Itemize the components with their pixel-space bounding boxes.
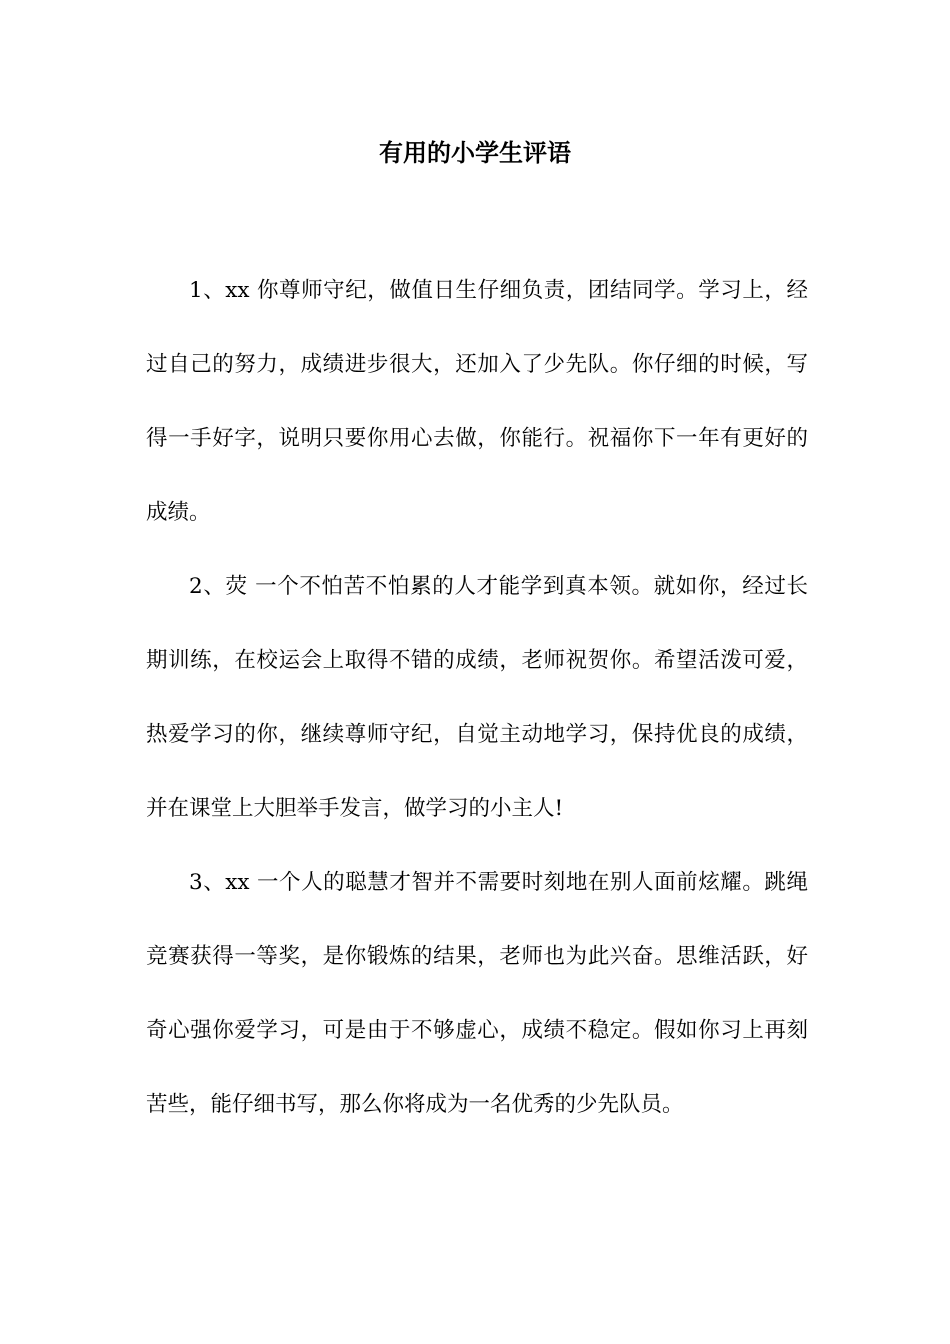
document-title: 有用的小学生评语 bbox=[379, 139, 571, 167]
comment-paragraph-1: 1、xx 你尊师守纪，做值日生仔细负责，团结同学。学习上，经过自己的努力，成绩进步很大，还加入了少先队。你仔细的时候，写得一手好字，说明只要你用心去做，你能行。祝福你下一年有更好的成绩。 bbox=[146, 278, 808, 525]
document-body bbox=[146, 254, 808, 1142]
comment-paragraph-3: 3、xx 一个人的聪慧才智并不需要时刻地在别人面前炫耀。跳绳竞赛获得一等奖，是你锻炼的结果，老师也为此兴奋。思维活跃，好奇心强你爱学习，可是由于不够虚心，成绩不稳定。假如你习上再刻苦些，能仔细书写，那么你将成为一名优秀的少先队员。 bbox=[146, 870, 808, 1117]
comment-paragraph-2: 2、荧 一个不怕苦不怕累的人才能学到真本领。就如你，经过长期训练，在校运会上取得不错的成绩，老师祝贺你。希望活泼可爱，热爱学习的你，继续尊师守纪，自觉主动地学习，保持优良的成绩，并在课堂上大胆举手发言，做学习的小主人! bbox=[146, 574, 808, 821]
